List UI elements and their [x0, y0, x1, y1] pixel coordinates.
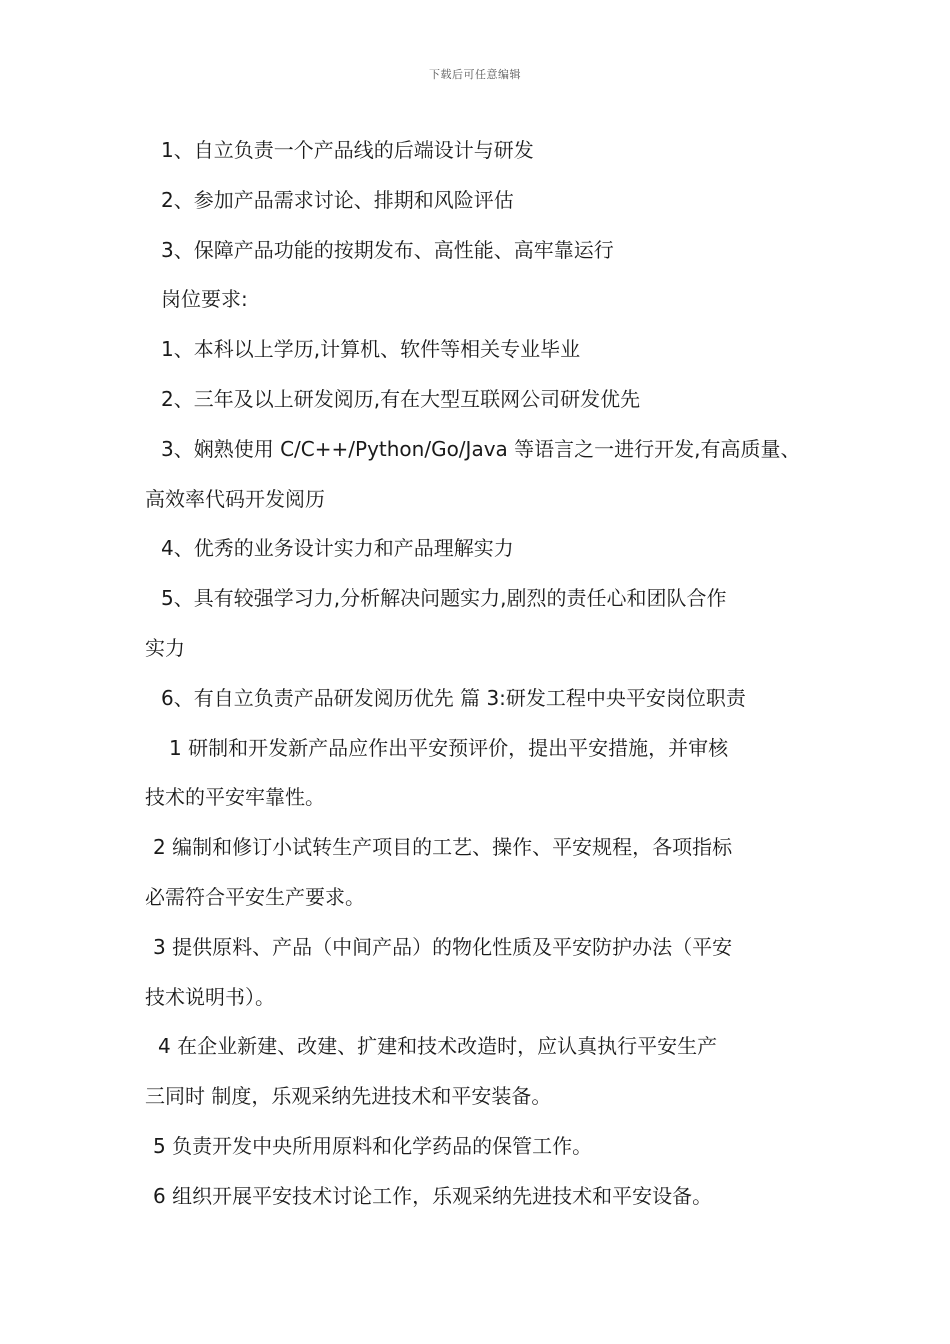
text-line: 3 提供原料、产品（中间产品）的物化性质及平安防护办法（平安 — [153, 934, 733, 959]
text-line: 6、有自立负责产品研发阅历优先 篇 3:研发工程中央平安岗位职责 — [161, 685, 746, 710]
text-line: 3、娴熟使用 C/C++/Python/Go/Java 等语言之一进行开发,有高质量、 — [161, 436, 801, 461]
text-line: 1 研制和开发新产品应作出平安预评价，提出平安措施，并审核 — [169, 735, 729, 760]
text-line: 实力 — [145, 635, 185, 660]
document-body — [145, 131, 825, 1227]
text-line: 6 组织开展平安技术讨论工作，乐观采纳先进技术和平安设备。 — [153, 1183, 713, 1208]
text-line: 3、保障产品功能的按期发布、高性能、高牢靠运行 — [161, 237, 614, 262]
text-line: 4 在企业新建、改建、扩建和技术改造时，应认真执行平安生产 — [158, 1034, 718, 1059]
text-line: 三同时 制度，乐观采纳先进技术和平安装备。 — [145, 1084, 552, 1109]
text-line: 4、优秀的业务设计实力和产品理解实力 — [161, 536, 514, 561]
text-line: 2、三年及以上研发阅历,有在大型互联网公司研发优先 — [161, 386, 641, 411]
text-line: 2 编制和修订小试转生产项目的工艺、操作、平安规程，各项指标 — [153, 835, 733, 860]
text-line: 技术说明书）。 — [145, 984, 275, 1009]
text-line: 技术的平安牢靠性。 — [145, 785, 325, 810]
text-line: 高效率代码开发阅历 — [145, 486, 325, 511]
text-line: 必需符合平安生产要求。 — [145, 884, 365, 909]
text-line: 岗位要求: — [161, 287, 248, 312]
text-line: 1、本科以上学历,计算机、软件等相关专业毕业 — [161, 337, 581, 362]
text-line: 5、具有较强学习力,分析解决问题实力,剧烈的责任心和团队合作 — [161, 586, 727, 611]
text-line: 1、自立负责一个产品线的后端设计与研发 — [161, 138, 534, 162]
text-line: 5 负责开发中央所用原料和化学药品的保管工作。 — [153, 1133, 593, 1158]
page-header: 下载后可任意编辑 — [429, 68, 521, 81]
text-line: 2、参加产品需求讨论、排期和风险评估 — [161, 187, 514, 212]
